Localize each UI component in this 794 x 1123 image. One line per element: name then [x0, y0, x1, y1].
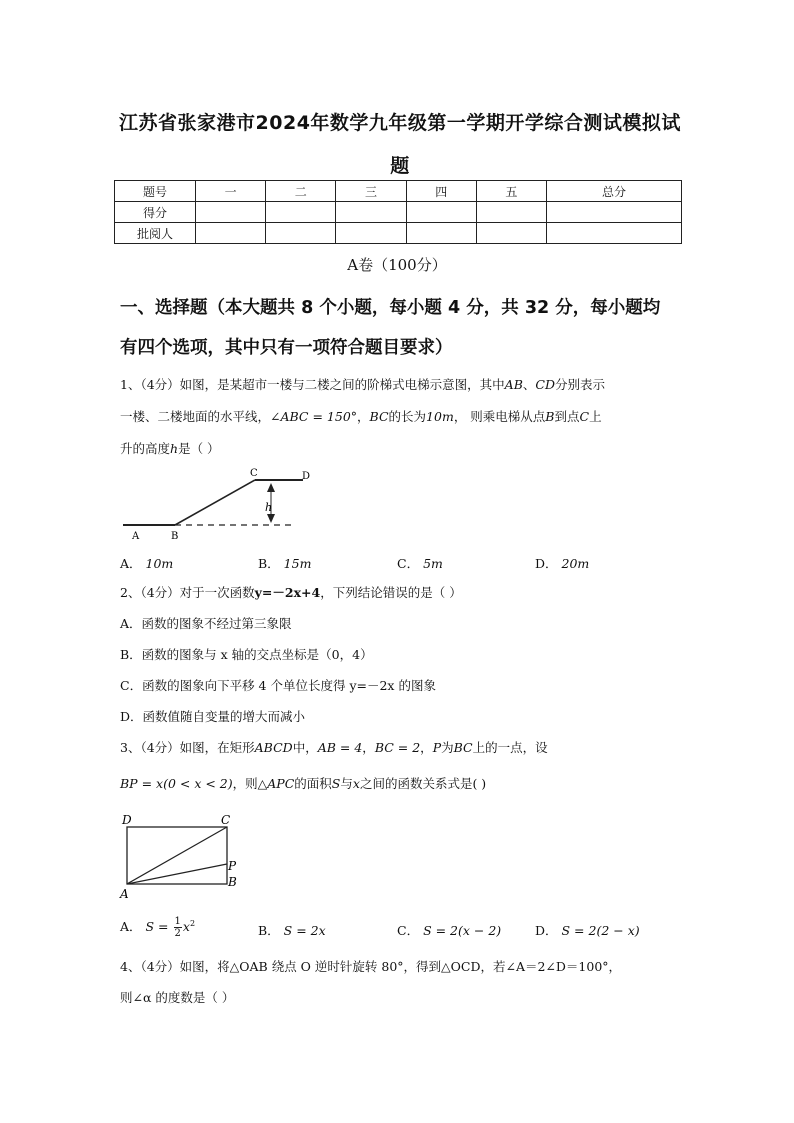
q1-label-c: C [250, 468, 258, 479]
score-cell[interactable] [196, 223, 266, 244]
score-table-header-row [115, 181, 682, 202]
q2-option-a[interactable]: A．函数的图象不经过第三象限 [120, 616, 292, 631]
score-table-header-cell: 一 [196, 181, 266, 202]
q1-option-d-value: 20m [561, 556, 590, 571]
q1-sep: 、 [522, 377, 536, 392]
score-cell[interactable] [196, 202, 266, 223]
q2-stem [120, 578, 700, 608]
score-table [114, 180, 682, 244]
q1-h: h [170, 441, 179, 456]
q1-option-b-value: 15m [283, 556, 312, 571]
q1-line1 [120, 370, 700, 400]
q3-option-b[interactable] [258, 921, 326, 939]
q2-option-d[interactable]: D．函数值随自变量的增大而减小 [120, 709, 306, 724]
q2-stem-end: ，下列结论错误的是（ ） [320, 585, 462, 600]
q3-option-a-numerator: 1 [174, 916, 181, 927]
q3-option-a-lhs: S = [145, 919, 169, 934]
q3-prefix: 3、（4分）如图，在矩形 [120, 740, 255, 755]
q1-label-b: B [171, 531, 179, 542]
q1-up: 上 [589, 409, 602, 424]
q3-x: x [352, 776, 360, 791]
score-table-header-cell: 总分 [547, 181, 682, 202]
q3-line2d: 与 [340, 776, 353, 791]
q3-s: S [331, 776, 341, 791]
q3-option-c[interactable] [397, 921, 501, 939]
q2-option-b[interactable]: B．函数的图象与 x 轴的交点坐标是（0，4） [120, 647, 373, 662]
q1-line3a: 升的高度 [120, 441, 171, 456]
score-cell[interactable] [406, 223, 476, 244]
score-cell[interactable] [336, 223, 406, 244]
q1-point-b: B [545, 409, 555, 424]
q1-rest1: 分别表示 [555, 377, 606, 392]
q1-arrow-down-icon [267, 514, 275, 523]
q3-option-a-label: A． [120, 919, 142, 934]
q2-stem-start: 2、（4分）对于一次函数 [120, 585, 255, 600]
q1-line3b: 是（ ） [178, 441, 220, 456]
q1-len: 的长为 [388, 409, 427, 424]
q3-option-c-label: C． [397, 923, 420, 938]
q3-option-d-expr: S = 2(2 − x) [561, 923, 640, 938]
q3-line2c: 的面积 [294, 776, 332, 791]
score-table-header-cell: 二 [266, 181, 336, 202]
q1-cd: CD [535, 377, 555, 392]
score-cell[interactable] [266, 223, 336, 244]
q1-line2b: ， 则乘电梯从点 [453, 409, 546, 424]
score-cell[interactable] [266, 202, 336, 223]
q1-line2 [120, 402, 700, 432]
q3-option-a-exp: 2 [189, 918, 196, 928]
q3-bp-range: BP = x(0 < x < 2) [120, 776, 233, 791]
q3-label-d: D [122, 813, 132, 827]
q1-option-d[interactable] [535, 554, 589, 572]
q1-line2a: 一楼、二楼地面的水平线， [120, 409, 271, 424]
volume-label: A卷（100分） [347, 256, 447, 274]
q1-point-c: C [579, 409, 590, 424]
q3-apc: APC [267, 776, 295, 791]
q3-option-a-denominator: 2 [174, 928, 181, 939]
q3-label-c: C [221, 813, 231, 827]
q3-label-a: A [120, 887, 129, 901]
q3-option-d-label: D． [535, 923, 558, 938]
q1-option-d-label: D． [535, 556, 558, 571]
q3-mid1: 中， [292, 740, 318, 755]
q3-line2 [120, 769, 700, 799]
q1-label-a: A [132, 531, 140, 542]
q1-option-a-value: 10m [145, 556, 174, 571]
q3-option-d[interactable] [535, 921, 640, 939]
q3-line2e: 之间的函数关系式是( ) [359, 776, 487, 791]
score-table-row [115, 202, 682, 223]
score-cell[interactable] [406, 202, 476, 223]
q1-label-h: h [265, 501, 273, 514]
q3-label-b: B [228, 875, 237, 889]
q3-option-a-var: x [182, 919, 190, 934]
score-table-row-label: 批阅人 [115, 223, 196, 244]
q1-option-c-label: C． [397, 556, 420, 571]
q3-rectangle-figure [118, 812, 258, 902]
q3-option-a[interactable] [120, 916, 195, 939]
q3-mid5: 上的一点，设 [472, 740, 548, 755]
q3-mid4: 为 [441, 740, 454, 755]
q3-option-b-expr: S = 2x [283, 923, 326, 938]
q3-option-a-fraction [174, 916, 182, 939]
score-cell[interactable] [336, 202, 406, 223]
score-table-header-cell: 五 [476, 181, 546, 202]
score-cell[interactable] [476, 223, 546, 244]
q3-option-c-expr: S = 2(x − 2) [423, 923, 502, 938]
section1-heading-line1: 一、选择题（本大题共 8 个小题，每小题 4 分，共 32 分，每小题均 [120, 298, 661, 318]
q1-option-b-label: B． [258, 556, 280, 571]
q1-line3 [120, 434, 700, 464]
score-table-row [115, 223, 682, 244]
q3-mid3: ， [420, 740, 433, 755]
q1-len-val: 10m [426, 409, 454, 424]
exam-title-line2: 题 [390, 155, 410, 177]
score-cell[interactable] [476, 202, 546, 223]
q1-arrow-up-icon [267, 483, 275, 492]
q3-line-ap [127, 864, 227, 884]
q3-line2b: ，则△ [232, 776, 268, 791]
section1-heading-line2: 有四个选项，其中只有一项符合题目要求） [120, 338, 453, 358]
score-table-header-cell: 四 [406, 181, 476, 202]
q1-bc: BC [369, 409, 389, 424]
score-table-header-cell: 三 [336, 181, 406, 202]
q2-option-c[interactable]: C．函数的图象向下平移 4 个单位长度得 y=－2x 的图象 [120, 678, 436, 693]
q1-label-d: D [302, 471, 311, 482]
q3-line1 [120, 733, 700, 763]
q3-ab-eq: AB = 4 [317, 740, 363, 755]
q3-mid2: ， [362, 740, 375, 755]
score-cell[interactable] [547, 223, 682, 244]
q2-function: y=－2x+4 [254, 585, 321, 600]
q4-line1: 4、（4分）如图，将△OAB 绕点 O 逆时针旋转 80°，得到△OCD，若∠A＝2∠D＝100°， [120, 959, 622, 974]
q1-option-b[interactable] [258, 554, 311, 572]
q1-line-bc [175, 480, 255, 525]
q1-option-a[interactable] [120, 554, 173, 572]
q3-bc-eq: BC = 2 [374, 740, 421, 755]
score-table-row-label: 得分 [115, 202, 196, 223]
exam-title-line1: 江苏省张家港市2024年数学九年级第一学期开学综合测试模拟试 [119, 112, 681, 134]
q4-line2: 则∠α 的度数是（ ） [120, 990, 235, 1005]
q1-prefix: 1、（4分）如图，是某超市一楼与二楼之间的阶梯式电梯示意图，其中 [120, 377, 505, 392]
score-table-header-cell: 题号 [115, 181, 196, 202]
q3-line-ac [127, 827, 227, 884]
q1-escalator-figure [120, 465, 320, 545]
q1-comma: ， [357, 409, 370, 424]
q1-option-a-label: A． [120, 556, 142, 571]
q1-ab: AB [504, 377, 523, 392]
q1-option-c[interactable] [397, 554, 443, 572]
q3-p: P [432, 740, 442, 755]
q3-abcd: ABCD [254, 740, 293, 755]
q1-to: 到点 [554, 409, 580, 424]
q1-angle: ∠ABC = 150° [270, 409, 358, 424]
q1-option-c-value: 5m [423, 556, 443, 571]
q3-label-p: P [228, 859, 237, 873]
q3-option-b-label: B． [258, 923, 280, 938]
score-cell[interactable] [547, 202, 682, 223]
q3-bc: BC [453, 740, 473, 755]
